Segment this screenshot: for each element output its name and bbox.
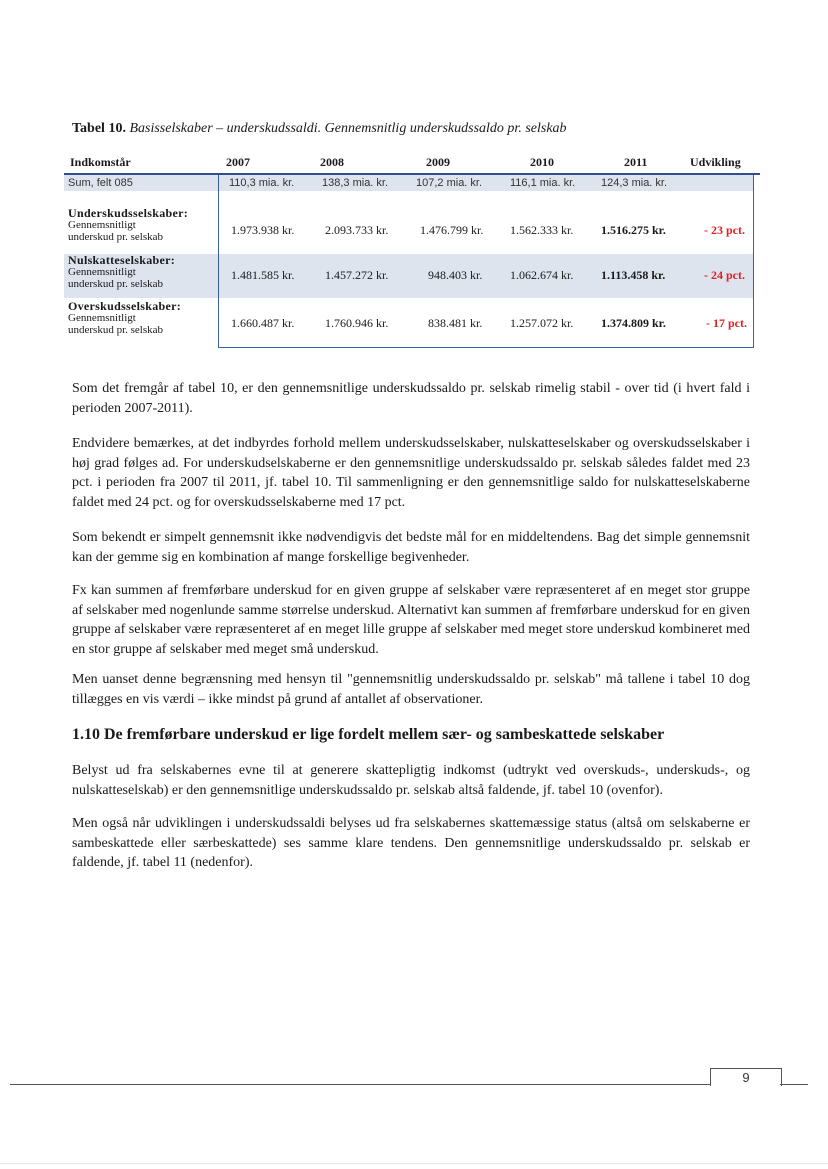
sum-2008: 138,3 mia. kr. (322, 177, 389, 189)
group-underskud-line2: underskud pr. selskab (68, 231, 164, 243)
values-frame (218, 175, 754, 348)
paragraph-2: Endvidere bemærkes, at det indbyrdes forhold mellem underskudsselskaber, nulskatteselskaber og overskudsselskaber i høj grad følges ad. For underskudselskaberne er den gennemsnitlige underskudssaldo pr. selskab således faldet med 23 pct. i perioden fra 2007 til 2011, jf. tabel 10. Til sammenligning er den gennemsnitlige saldo for nulskatteselskaberne faldet med 24 pct. og for overskudsselskaberne med 17 pct. (72, 436, 750, 510)
group-underskud-line1: Gennemsnitligt (68, 219, 136, 231)
group-overskud-label (68, 300, 181, 336)
sum-2007: 110,3 mia. kr. (229, 177, 295, 189)
group-overskud-head: Overskudsselskaber: (68, 299, 182, 313)
group-overskud-line1: Gennemsnitligt (68, 312, 136, 324)
sum-row-label: Sum, felt 085 (68, 177, 133, 189)
sum-2009: 107,2 mia. kr. (416, 177, 483, 189)
table-header-row (64, 153, 760, 171)
underskud-2011: 1.516.275 kr. (601, 223, 666, 237)
footer-rule (10, 1084, 710, 1085)
header-2008: 2008 (320, 155, 344, 169)
paragraph-4: Fx kan summen af fremførbare underskud for en given gruppe af selskaber være repræsenteret af en meget stor gruppe af selskaber med nogenlunde samme størrelse underskud. Alternativt kan summen af fremførbare underskud for en given gruppe af selskaber være repræsenteret af en meget lille gruppe af selskaber med meget store underskud kombineret med en stor gruppe af selskaber med meget små underskud. (72, 583, 751, 657)
sum-2010: 116,1 mia. kr. (510, 177, 576, 189)
paragraph-1: Som det fremgår af tabel 10, er den gennemsnitlige underskudssaldo pr. selskab rimelig stabil - over tid (i hvert fald i perioden 2007-2011). (72, 381, 750, 416)
table-caption (72, 120, 772, 138)
nulskat-2008: 1.457.272 kr. (325, 268, 389, 282)
group-nulskat-line2: underskud pr. selskab (68, 278, 164, 290)
header-2007: 2007 (226, 155, 250, 169)
section-paragraph-2: Men også når udviklingen i underskudssaldi belyses ud fra selskabernes skattemæssige status (altså om selskaberne er sambeskattede eller særbeskattede) ses samme klare tendens. Den gennemsnitlige underskudssaldo pr. selskab er faldende, jf. tabel 11 (nedenfor). (72, 816, 750, 870)
group-underskud-label (68, 207, 188, 243)
header-2010: 2010 (530, 155, 554, 169)
overskud-2007: 1.660.487 kr. (231, 316, 295, 330)
underskud-2010: 1.562.333 kr. (510, 223, 574, 237)
nulskat-2011: 1.113.458 kr. (601, 268, 666, 282)
nulskat-2010: 1.062.674 kr. (510, 268, 574, 282)
paragraph-3: Som bekendt er simpelt gennemsnit ikke nødvendigvis det bedste mål for en middeltendens. Bag det simple gennemsnit kan der gemme sig en kombination af mange forskellige begivenheder. (72, 530, 750, 565)
underskud-2008: 2.093.733 kr. (325, 223, 389, 237)
paragraph-5: Men uanset denne begrænsning med hensyn til "gennemsnitlig underskudssaldo pr. selskab" må tallene i tabel 10 dog tillægges en vis værdi – ikke mindst på grund af antallet af observationer. (72, 672, 750, 707)
overskud-change: - 17 pct. (706, 316, 747, 330)
underskud-change: - 23 pct. (704, 223, 745, 237)
page-number: 9 (710, 1068, 782, 1086)
header-2011: 2011 (624, 155, 648, 169)
page-edge (0, 1163, 828, 1164)
underskud-2007: 1.973.938 kr. (231, 223, 295, 237)
data-table (64, 153, 760, 349)
section-paragraph-1: Belyst ud fra selskabernes evne til at generere skattepligtig indkomst (udtrykt ved overskuds-, underskuds-, og nulskatteselskab) er den gennemsnitlige underskudssaldo pr. selskab altså faldende, jf. tabel 10 (ovenfor). (72, 763, 750, 798)
overskud-2009: 838.481 kr. (428, 316, 483, 330)
overskud-2008: 1.760.946 kr. (325, 316, 389, 330)
group-nulskat-line1: Gennemsnitligt (68, 266, 136, 278)
section-heading: 1.10 De fremførbare underskud er lige fordelt mellem sær- og sambeskattede selskaber (72, 726, 665, 743)
header-2009: 2009 (426, 155, 450, 169)
nulskat-2009: 948.403 kr. (428, 268, 483, 282)
header-indkomstar: Indkomstår (70, 155, 131, 169)
underskud-2009: 1.476.799 kr. (420, 223, 484, 237)
nulskat-2007: 1.481.585 kr. (231, 268, 295, 282)
overskud-2010: 1.257.072 kr. (510, 316, 574, 330)
group-overskud-line2: underskud pr. selskab (68, 324, 164, 336)
table-title: Basisselskaber – underskudssaldi. Gennemsnitlig underskudssaldo pr. selskab (129, 121, 567, 136)
overskud-2011: 1.374.809 kr. (601, 316, 666, 330)
nulskat-change: - 24 pct. (704, 268, 745, 282)
sum-2011: 124,3 mia. kr. (601, 177, 668, 189)
group-underskud-head: Underskudsselskaber: (68, 206, 189, 220)
table-number: Tabel 10. (72, 121, 126, 136)
group-nulskat-label (68, 254, 175, 290)
footer-rule-right (780, 1084, 808, 1085)
header-udvikling: Udvikling (690, 155, 741, 169)
group-nulskat-head: Nulskatteselskaber: (68, 253, 176, 267)
